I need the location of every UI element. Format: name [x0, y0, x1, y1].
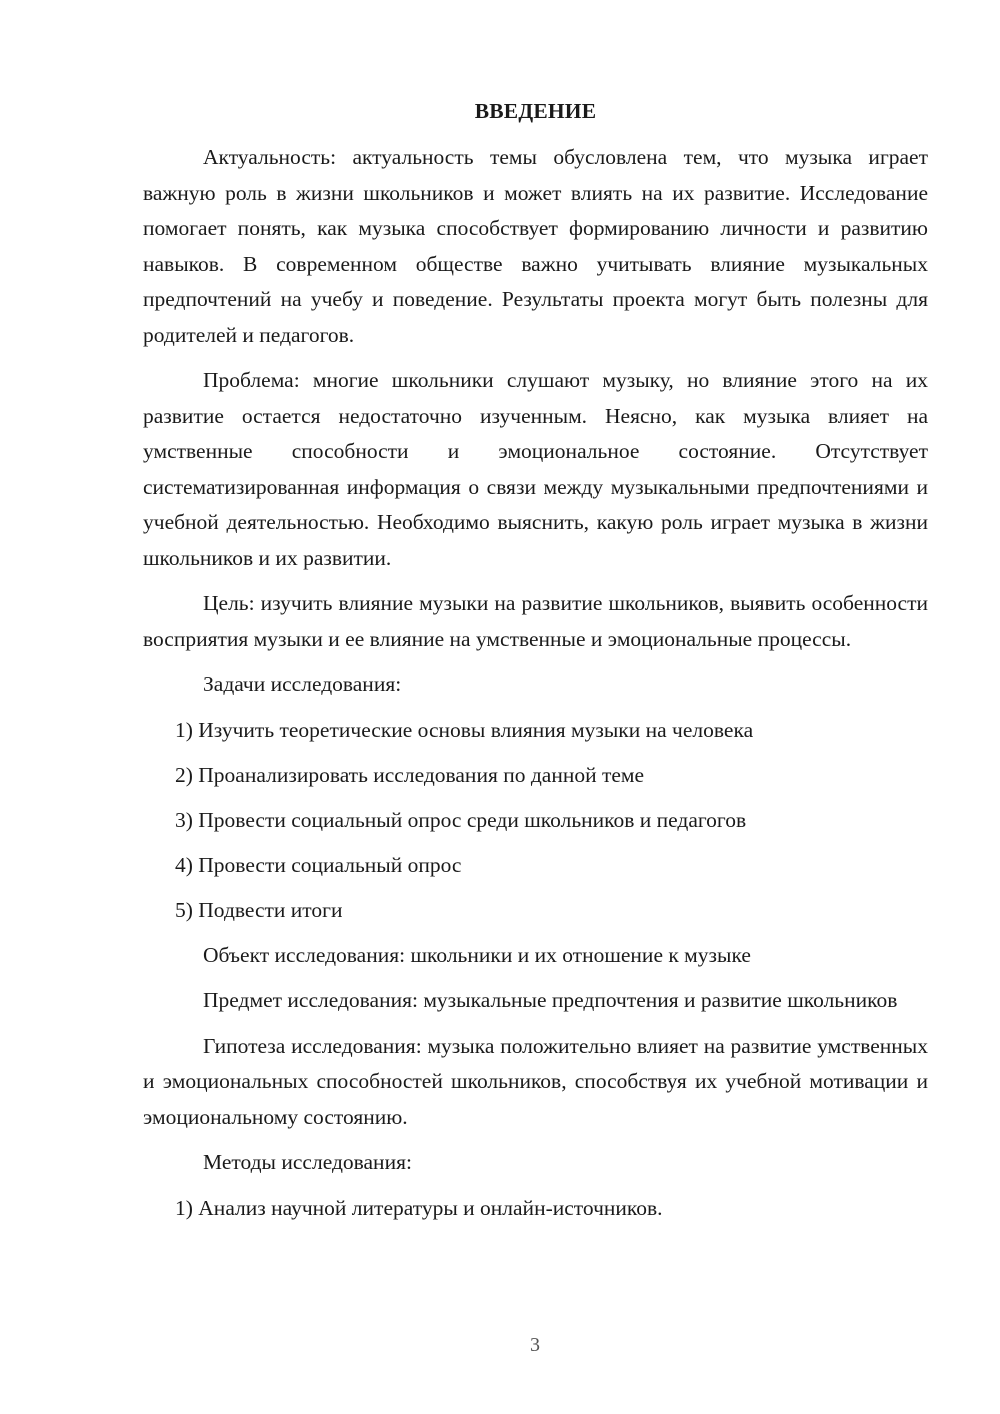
document-page: [143, 96, 928, 1236]
tasks-list: [143, 713, 928, 929]
object-paragraph: Объект исследования: школьники и их отношение к музыке: [203, 942, 751, 967]
goal-paragraph: Цель: изучить влияние музыки на развитие школьников, выявить особенности восприятия музыки и ее влияние на умственные и эмоциональные процессы.: [143, 591, 928, 651]
section-title: ВВЕДЕНИЕ: [474, 99, 597, 123]
subject-paragraph: Предмет исследования: музыкальные предпочтения и развитие школьников: [203, 988, 898, 1012]
task-item: 5) Подвести итоги: [175, 897, 343, 922]
task-item: 2) Проанализировать исследования по данной теме: [175, 762, 645, 787]
problem-paragraph: Проблема: многие школьники слушают музыку, но влияние этого на их развитие остается недостаточно изученным. Неясно, как музыка влияет на умственные способности и эмоциональное состояние. Отсутствует систематизированная информация о связи между музыкальными предпочтениями и учебной деятельностью. Необходимо выяснить, какую роль играет музыка в жизни школьников и их развитии.: [143, 368, 928, 570]
methods-heading: Методы исследования:: [203, 1150, 412, 1174]
relevance-paragraph: Актуальность: актуальность темы обусловлена тем, что музыка играет важную роль в жизни школьников и может влиять на их развитие. Исследование помогает понять, как музыка способствует формированию личности и развитию навыков. В современном обществе важно учитывать влияние музыкальных предпочтений на учебу и поведение. Результаты проекта могут быть полезны для родителей и педагогов.: [143, 145, 928, 347]
task-item: 1) Изучить теоретические основы влияния музыки на человека: [175, 717, 754, 742]
hypothesis-paragraph: Гипотеза исследования: музыка положительно влияет на развитие умственных и эмоциональных способностей школьников, способствуя их учебной мотивации и эмоциональному состоянию.: [143, 1033, 928, 1129]
methods-list: [143, 1191, 928, 1227]
task-item: 4) Провести социальный опрос: [175, 852, 462, 877]
tasks-heading: Задачи исследования:: [203, 672, 402, 696]
task-item: 3) Провести социальный опрос среди школьников и педагогов: [175, 807, 747, 832]
method-item: 1) Анализ научной литературы и онлайн-источников.: [175, 1195, 663, 1220]
page-number: 3: [530, 1334, 540, 1356]
